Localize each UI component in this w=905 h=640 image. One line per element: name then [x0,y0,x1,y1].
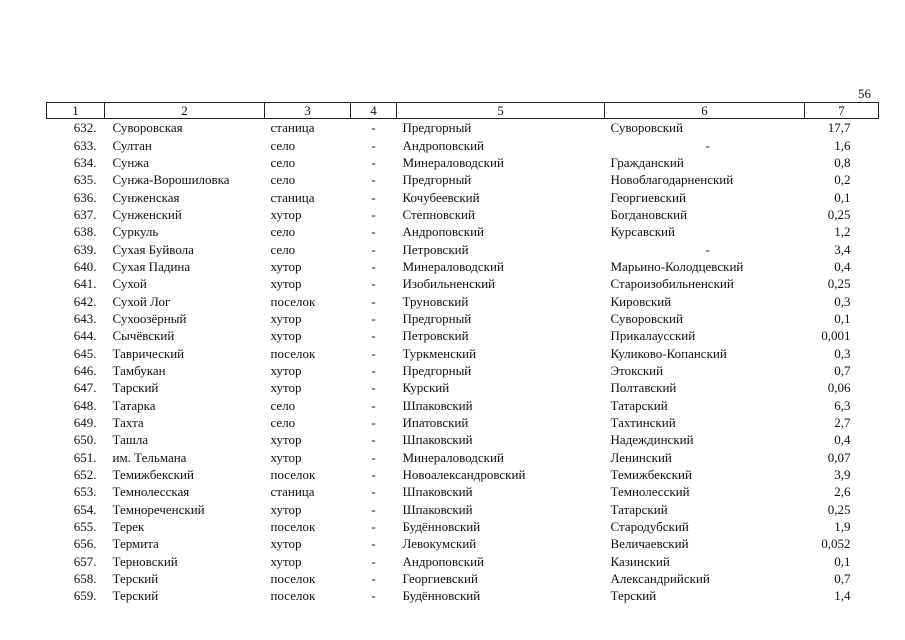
column-4-value: - [371,154,376,170]
column-4-value: - [371,432,376,448]
district-name: Предгорный [402,362,472,378]
row-number: 645. [73,345,97,361]
district-name: Курский [402,380,450,396]
area-value: 3,4 [834,241,851,257]
area-value: 0,7 [834,362,851,378]
settlement-type: хутор [270,449,302,465]
table-row [47,553,879,570]
council-name: Гражданский [610,154,684,170]
settlement-type: хутор [270,501,302,517]
row-number: 634. [73,154,97,170]
council-name: Надеждинский [610,432,694,448]
council-name: Староизобильненский [610,276,734,292]
row-number: 642. [73,293,97,309]
row-number: 657. [73,553,97,569]
district-name: Шпаковский [402,501,473,517]
area-value: 0,06 [827,380,851,396]
settlement-name: Таврический [112,345,185,361]
district-name: Петровский [402,241,469,257]
area-value: 1,4 [834,588,851,604]
settlement-type: хутор [270,380,302,396]
settlement-type: поселок [270,519,316,535]
settlement-register [46,102,878,605]
area-value: 0,8 [834,154,851,170]
table-row [47,119,879,137]
settlement-type: поселок [270,571,316,587]
council-name: Татарский [610,397,668,413]
council-name: Казинский [610,553,670,569]
column-4-value: - [371,172,376,188]
table-row [47,206,879,223]
column-4-value: - [371,189,376,205]
area-value: 0,1 [834,553,851,569]
column-4-value: - [371,362,376,378]
table-body [47,119,879,605]
area-value: 0,07 [827,449,851,465]
table-row [47,223,879,240]
column-4-value: - [371,484,376,500]
settlement-type: село [270,137,296,153]
council-name: Суворовский [610,310,683,326]
row-number: 646. [73,362,97,378]
settlement-type: станица [270,189,315,205]
district-name: Предгорный [402,310,472,326]
table-row [47,483,879,500]
district-name: Минераловодский [402,449,504,465]
settlement-name: Суворовская [112,120,183,136]
table-row [47,310,879,327]
column-4-value: - [371,519,376,535]
settlement-type: хутор [270,276,302,292]
column-4-value: - [371,380,376,396]
column-header-6: 6 [605,103,805,119]
settlement-type: поселок [270,293,316,309]
column-4-value: - [371,137,376,153]
district-name: Труновский [402,293,469,309]
table-row [47,379,879,396]
district-name: Шпаковский [402,432,473,448]
settlement-type: станица [270,120,315,136]
column-4-value: - [371,571,376,587]
row-number: 648. [73,397,97,413]
table-row [47,171,879,188]
settlement-type: хутор [270,536,302,552]
area-value: 0,052 [821,536,851,552]
settlement-name: Темнореченский [112,501,205,517]
council-name: - [705,137,710,153]
district-name: Предгорный [402,120,472,136]
table-row [47,136,879,153]
area-value: 3,9 [834,467,851,483]
settlement-type: хутор [270,553,302,569]
settlement-name: Тахта [112,415,144,431]
settlement-type: хутор [270,310,302,326]
settlement-name: Тарский [112,380,159,396]
council-name: Этокский [610,362,664,378]
table-row [47,327,879,344]
row-number: 638. [73,224,97,240]
settlement-name: Султан [112,137,152,153]
district-name: Ипатовский [402,415,469,431]
row-number: 655. [73,519,97,535]
settlement-name: Сухой Лог [112,293,171,309]
row-number: 649. [73,415,97,431]
table-row [47,258,879,275]
row-number: 636. [73,189,97,205]
table-row [47,570,879,587]
settlement-type: поселок [270,345,316,361]
settlement-type: поселок [270,467,316,483]
settlement-name: Терский [112,588,159,604]
area-value: 0,4 [834,258,851,274]
settlement-name: Термита [112,536,159,552]
column-4-value: - [371,553,376,569]
column-header-7: 7 [805,103,879,119]
column-4-value: - [371,345,376,361]
row-number: 635. [73,172,97,188]
area-value: 0,4 [834,432,851,448]
settlement-name: Сухая Буйвола [112,241,194,257]
district-name: Будённовский [402,519,481,535]
district-name: Кочубеевский [402,189,480,205]
area-value: 0,3 [834,345,851,361]
settlement-type: станица [270,484,315,500]
council-name: Суворовский [610,120,683,136]
table-header [47,103,879,119]
settlement-name: Сунжа-Ворошиловка [112,172,230,188]
row-number: 640. [73,258,97,274]
row-number: 633. [73,137,97,153]
column-4-value: - [371,224,376,240]
row-number: 641. [73,276,97,292]
settlement-type: поселок [270,588,316,604]
settlement-type: хутор [270,328,302,344]
column-header-1: 1 [47,103,105,119]
row-number: 632. [73,120,97,136]
area-value: 0,2 [834,172,851,188]
council-name: Терский [610,588,657,604]
row-number: 644. [73,328,97,344]
settlement-type: село [270,241,296,257]
area-value: 17,7 [827,120,851,136]
council-name: Полтавский [610,380,677,396]
council-name: Темнолесский [610,484,690,500]
district-name: Андроповский [402,553,484,569]
table-row [47,587,879,604]
district-name: Андроповский [402,137,484,153]
council-name: Георгиевский [610,189,686,205]
row-number: 647. [73,380,97,396]
area-value: 2,7 [834,415,851,431]
column-4-value: - [371,449,376,465]
settlement-type: хутор [270,432,302,448]
area-value: 1,9 [834,519,851,535]
settlement-name: Сычёвский [112,328,175,344]
council-name: Татарский [610,501,668,517]
area-value: 0,1 [834,189,851,205]
table-row [47,431,879,448]
column-4-value: - [371,276,376,292]
column-4-value: - [371,415,376,431]
council-name: Новоблагодарненский [610,172,734,188]
column-4-value: - [371,206,376,222]
settlement-type: село [270,415,296,431]
settlement-type: хутор [270,362,302,378]
page-number: 56 [858,86,871,101]
settlement-name: Терский [112,571,159,587]
row-number: 659. [73,588,97,604]
column-header-4: 4 [351,103,397,119]
council-name: Тахтинский [610,415,676,431]
settlement-name: Сунженская [112,189,180,205]
area-value: 2,6 [834,484,851,500]
council-name: Стародубский [610,519,689,535]
settlement-name: Татарка [112,397,156,413]
table-row [47,449,879,466]
council-name: Кировский [610,293,672,309]
area-value: 6,3 [834,397,851,413]
table-row [47,501,879,518]
district-name: Будённовский [402,588,481,604]
settlement-type: село [270,397,296,413]
settlement-name: Сухая Падина [112,258,191,274]
row-number: 658. [73,571,97,587]
district-name: Петровский [402,328,469,344]
area-value: 1,2 [834,224,851,240]
council-name: Величаевский [610,536,689,552]
settlement-name: Сухой [112,276,147,292]
council-name: - [705,241,710,257]
column-4-value: - [371,588,376,604]
area-value: 1,6 [834,137,851,153]
area-value: 0,1 [834,310,851,326]
settlement-name: Тамбукан [112,362,166,378]
district-name: Андроповский [402,224,484,240]
table-row [47,362,879,379]
district-name: Изобильненский [402,276,496,292]
council-name: Александрийский [610,571,710,587]
table-row [47,466,879,483]
row-number: 652. [73,467,97,483]
column-header-2: 2 [105,103,265,119]
area-value: 0,25 [827,206,851,222]
table-row [47,275,879,292]
district-name: Минераловодский [402,154,504,170]
council-name: Прикалаусский [610,328,696,344]
column-4-value: - [371,467,376,483]
column-4-value: - [371,328,376,344]
column-4-value: - [371,397,376,413]
district-name: Шпаковский [402,484,473,500]
district-name: Шпаковский [402,397,473,413]
row-number: 656. [73,536,97,552]
row-number: 643. [73,310,97,326]
table-row [47,344,879,361]
district-name: Предгорный [402,172,472,188]
table-row [47,188,879,205]
settlement-name: Терновский [112,553,178,569]
column-4-value: - [371,293,376,309]
settlement-name: Темижбекский [112,467,194,483]
settlement-name: Ташла [112,432,149,448]
column-4-value: - [371,258,376,274]
area-value: 0,3 [834,293,851,309]
council-name: Куликово-Копанский [610,345,727,361]
settlement-type: село [270,224,296,240]
settlement-name: Суркуль [112,224,159,240]
council-name: Ленинский [610,449,672,465]
column-number-row [47,103,879,119]
district-name: Левокумский [402,536,477,552]
council-name: Курсавский [610,224,675,240]
district-name: Новоалександровский [402,467,526,483]
area-value: 0,25 [827,501,851,517]
table-row [47,240,879,257]
column-header-3: 3 [265,103,351,119]
settlement-name: им. Тельмана [112,449,187,465]
settlement-name: Сунженский [112,206,182,222]
district-name: Георгиевский [402,571,478,587]
column-4-value: - [371,501,376,517]
row-number: 654. [73,501,97,517]
council-name: Богдановский [610,206,688,222]
council-name: Темижбекский [610,467,692,483]
area-value: 0,25 [827,276,851,292]
row-number: 651. [73,449,97,465]
settlement-type: село [270,154,296,170]
table-row [47,535,879,552]
table-row [47,414,879,431]
table-row [47,518,879,535]
row-number: 637. [73,206,97,222]
district-name: Туркменский [402,345,477,361]
column-4-value: - [371,310,376,326]
column-4-value: - [371,536,376,552]
column-4-value: - [371,120,376,136]
district-name: Минераловодский [402,258,504,274]
settlement-table [46,102,879,605]
district-name: Степновский [402,206,475,222]
area-value: 0,001 [821,328,851,344]
row-number: 650. [73,432,97,448]
settlement-name: Сунжа [112,154,150,170]
table-row [47,154,879,171]
row-number: 653. [73,484,97,500]
settlement-name: Сухоозёрный [112,310,187,326]
column-header-5: 5 [397,103,605,119]
settlement-type: хутор [270,206,302,222]
row-number: 639. [73,241,97,257]
settlement-name: Терек [112,519,145,535]
area-value: 0,7 [834,571,851,587]
column-4-value: - [371,241,376,257]
settlement-type: село [270,172,296,188]
council-name: Марьино-Колодцевский [610,258,744,274]
settlement-name: Темнолесская [112,484,190,500]
settlement-type: хутор [270,258,302,274]
table-row [47,397,879,414]
table-row [47,292,879,309]
